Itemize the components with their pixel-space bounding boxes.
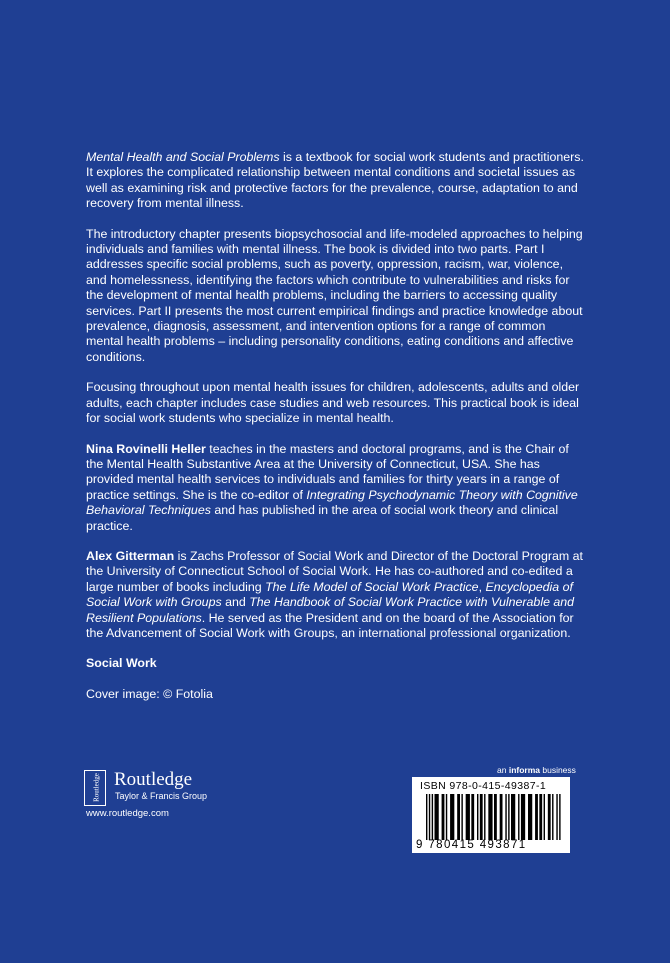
description-paragraph-3: Focusing throughout upon mental health issues for children, adolescents, adults and older adults, each chapter includes case studies and web resources. This practical book is ideal for social work students who specialize in mental health. xyxy=(86,380,580,426)
barcode-bar xyxy=(435,794,439,840)
isbn-text: ISBN 978-0-415-49387-1 xyxy=(420,780,547,792)
barcode-bar xyxy=(488,794,492,840)
barcode-bar xyxy=(442,794,445,840)
barcode-bar xyxy=(450,794,454,840)
book-title: Mental Health and Social Problems xyxy=(86,150,280,164)
author-name: Nina Rovinelli Heller xyxy=(86,441,206,456)
barcode-bar xyxy=(429,794,430,840)
author-name: Alex Gitterman xyxy=(86,548,175,563)
barcode-bar xyxy=(426,794,427,840)
barcode-bar xyxy=(535,794,538,840)
barcode-bar xyxy=(500,794,503,840)
description-paragraph-1: Mental Health and Social Problems is a textbook for social work students and practitioners. It explores the complicated relationship between mental conditions and societal issues as well as examining risk and protective factors for the prevalence, course, adaptation to and recovery from mental illness. xyxy=(86,150,584,211)
barcode-bar xyxy=(539,794,542,840)
barcode-bar xyxy=(548,794,551,840)
barcode-bar xyxy=(477,794,478,840)
routledge-mark-svg xyxy=(85,771,104,804)
barcode-bar xyxy=(518,794,519,840)
barcode-bar xyxy=(528,794,532,840)
barcode-bar xyxy=(552,794,553,840)
barcode-bar xyxy=(480,794,483,840)
barcode-bar xyxy=(461,794,462,840)
isbn-barcode xyxy=(412,777,570,853)
barcode-bar xyxy=(466,794,470,840)
description-paragraph-2: The introductory chapter presents biopsychosocial and life-modeled approaches to helping individuals and families with mental illness. The book is divided into two parts. Part I addresses specific social problems, such as poverty, oppression, racism, war, violence, and homelessness, identifying the factors which contribute to vulnerabilities and risks for the development of mental health problems, including the barriers to accessing quality services. Part II presents the most current empirical findings and practice knowledge about prevalence, diagnosis, assessment, and intervention options for a range of common mental health problems – including personality conditions, eating conditions and affective conditions. xyxy=(86,226,583,364)
barcode-bar xyxy=(556,794,557,840)
barcode-bar xyxy=(484,794,485,840)
barcode-bar xyxy=(446,794,447,840)
author-bio-2: Alex Gitterman is Zachs Professor of Social Work and Director of the Doctoral Program at the University of Connecticut School of Social Work. He has co-authored and co-edited a large number of books including The Life Model of Social Work Practice, Encyclopedia of Social Work with Groups and The Handbook of Social Work Practice with Vulnerable and Resilient Populations. He served as the President and on the board of the Association for the Advancement of Social Work with Groups, an international professional organization. xyxy=(86,548,583,640)
barcode-bar xyxy=(471,794,474,840)
informa-business-label: an informa business xyxy=(497,765,576,775)
barcode-bar xyxy=(505,794,506,840)
cover-image-credit: Cover image: © Fotolia xyxy=(86,686,213,701)
subject-category: Social Work xyxy=(86,656,157,671)
publisher-logo xyxy=(84,770,264,822)
publisher-name: Routledge xyxy=(114,769,193,790)
barcode-bar xyxy=(494,794,497,840)
author-bio-1: Nina Rovinelli Heller teaches in the masters and doctoral programs, and is the Chair of the Mental Health Substantive Area at the University of Connecticut, USA. She has provided mental health services to individuals and families for thirty years in a range of practice settings. She is the co-editor of Integrating Psychodynamic Theory with Cognitive Behavioral Techniques and has published in the area of social work theory and clinical practice. xyxy=(86,441,578,533)
routledge-mark-icon xyxy=(84,770,106,806)
barcode-bar xyxy=(432,794,433,840)
publisher-subtitle: Taylor & Francis Group xyxy=(115,791,208,801)
barcode-bars xyxy=(426,794,562,840)
routledge-mark-text: Routledge xyxy=(92,773,101,802)
back-cover-text xyxy=(86,150,586,717)
barcode-number: 9 780415 493871 xyxy=(416,839,527,851)
barcode-bar xyxy=(457,794,460,840)
barcode-bar xyxy=(521,794,525,840)
barcode-bar xyxy=(508,794,509,840)
barcode-bar xyxy=(559,794,560,840)
barcode-bar xyxy=(511,794,515,840)
barcode-bar xyxy=(544,794,545,840)
publisher-url: www.routledge.com xyxy=(86,808,169,819)
